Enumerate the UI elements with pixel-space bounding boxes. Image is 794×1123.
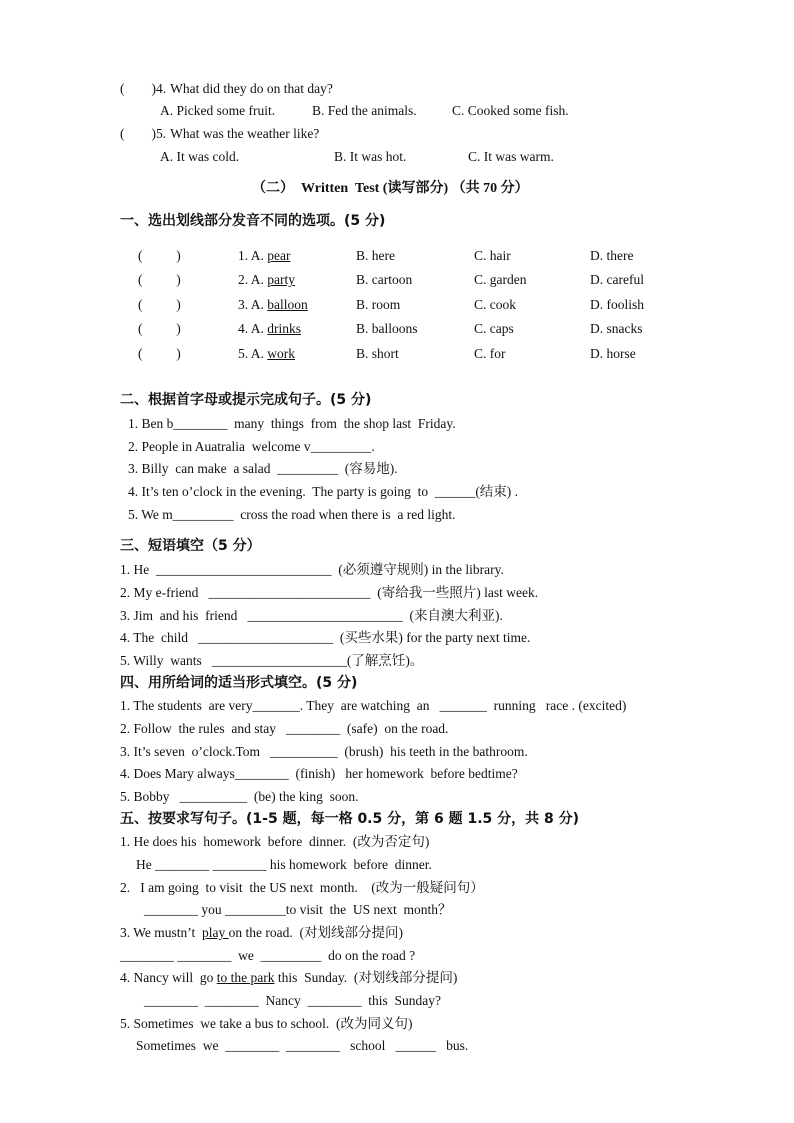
s4-item-4: 4. Does Mary always________ (finish) her homework before bedtime? [120,766,518,781]
q4-option-a: A. Picked some fruit. [160,103,276,118]
q5-option-b: B. It was hot. [334,149,407,164]
item-number: 3. A. balloon [238,297,308,312]
q5-option-a: A. It was cold. [160,149,240,164]
s4-item-2: 2. Follow the rules and stay ________ (safe) on the road. [120,721,449,736]
s3-item-5: 5. Willy wants ____________________(了解烹饪)。 [120,653,424,668]
s4-item-3: 3. It’s seven o’clock.Tom __________ (brush) his teeth in the bathroom. [120,744,528,759]
s5-q3-answer: ________ ________ we _________ do on the road ? [120,948,416,963]
item-number: 4. A. drinks [238,321,302,336]
option-b: B. room [356,297,401,312]
option-c: C. hair [474,248,511,263]
section-5-heading: 五、按要求写句子。(1-5 题，每一格 0.5 分，第 6 题 1.5 分，共 8 分) [120,811,580,827]
s5-q4-prompt: 4. Nancy will go to the park this Sunday. (对划线部分提问) [120,970,458,985]
q4-option-c: C. Cooked some fish. [452,103,569,118]
s5-q2-answer: ________ you _________to visit the US next month？ [144,902,452,917]
item-number: 1. A. pear [238,248,291,263]
answer-paren: ( ) [138,346,181,361]
s5-q4-answer: ________ ________ Nancy ________ this Sunday? [144,993,441,1008]
s2-item-5: 5. We m_________ cross the road when there is a red light. [128,507,456,522]
s5-q1-answer: He ________ ________ his homework before dinner. [136,857,432,872]
option-d: D. careful [590,272,644,287]
written-test-title: （二） Written Test (读写部分) （共 70 分） [252,181,529,196]
s2-item-3: 3. Billy can make a salad _________ (容易地). [128,461,398,476]
option-b: B. cartoon [356,272,413,287]
q4-option-b: B. Fed the animals. [312,103,417,118]
item-number: 2. A. party [238,272,296,287]
option-c: C. caps [474,321,514,336]
item-number: 5. A. work [238,346,296,361]
s4-item-1: 1. The students are very_______. They are watching an _______ running race . (excited) [120,698,627,713]
option-b: B. here [356,248,395,263]
option-c: C. garden [474,272,527,287]
answer-paren: ( ) [138,272,181,287]
section-1-heading: 一、选出划线部分发音不同的选项。(5 分) [120,213,386,229]
s5-q1-prompt: 1. He does his homework before dinner. (改为否定句) [120,834,430,849]
s3-item-2: 2. My e-friend ________________________ (寄给我一些照片) last week. [120,585,539,600]
s2-item-2: 2. People in Auatralia welcome v_________. [128,439,375,454]
s5-q2-prompt: 2. I am going to visit the US next month. (改为一般疑问句） [120,880,484,895]
listening-q5: ( )5. What was the weather like? [120,126,320,141]
s2-item-1: 1. Ben b________ many things from the shop last Friday. [128,416,456,431]
option-d: D. foolish [590,297,644,312]
section-3-heading: 三、短语填空（5 分） [120,538,261,554]
s5-q3-prompt: 3. We mustn’t play on the road. (对划线部分提问) [120,925,404,940]
s4-item-5: 5. Bobby __________ (be) the king soon. [120,789,359,804]
listening-q4: ( )4. What did they do on that day? [120,81,333,96]
answer-paren: ( ) [138,297,181,312]
s3-item-4: 4. The child ____________________ (买些水果) for the party next time. [120,630,531,645]
option-c: C. for [474,346,506,361]
s3-item-3: 3. Jim and his friend _______________________ (来自澳大利亚). [120,608,503,623]
q5-option-c: C. It was warm. [468,149,554,164]
option-b: B. short [356,346,399,361]
section-2-heading: 二、根据首字母或提示完成句子。(5 分) [120,392,372,408]
s5-q5-prompt: 5. Sometimes we take a bus to school. (改为同义句) [120,1016,413,1031]
s5-q5-answer: Sometimes we ________ ________ school ______ bus. [136,1038,469,1053]
option-b: B. balloons [356,321,418,336]
option-d: D. snacks [590,321,643,336]
section-4-heading: 四、用所给词的适当形式填空。(5 分) [120,675,358,691]
answer-paren: ( ) [138,321,181,336]
s2-item-4: 4. It’s ten o’clock in the evening. The party is going to ______(结束) . [128,484,519,499]
option-d: D. there [590,248,634,263]
option-c: C. cook [474,297,516,312]
answer-paren: ( ) [138,248,181,263]
option-d: D. horse [590,346,636,361]
s3-item-1: 1. He __________________________ (必须遵守规则) in the library. [120,562,504,577]
